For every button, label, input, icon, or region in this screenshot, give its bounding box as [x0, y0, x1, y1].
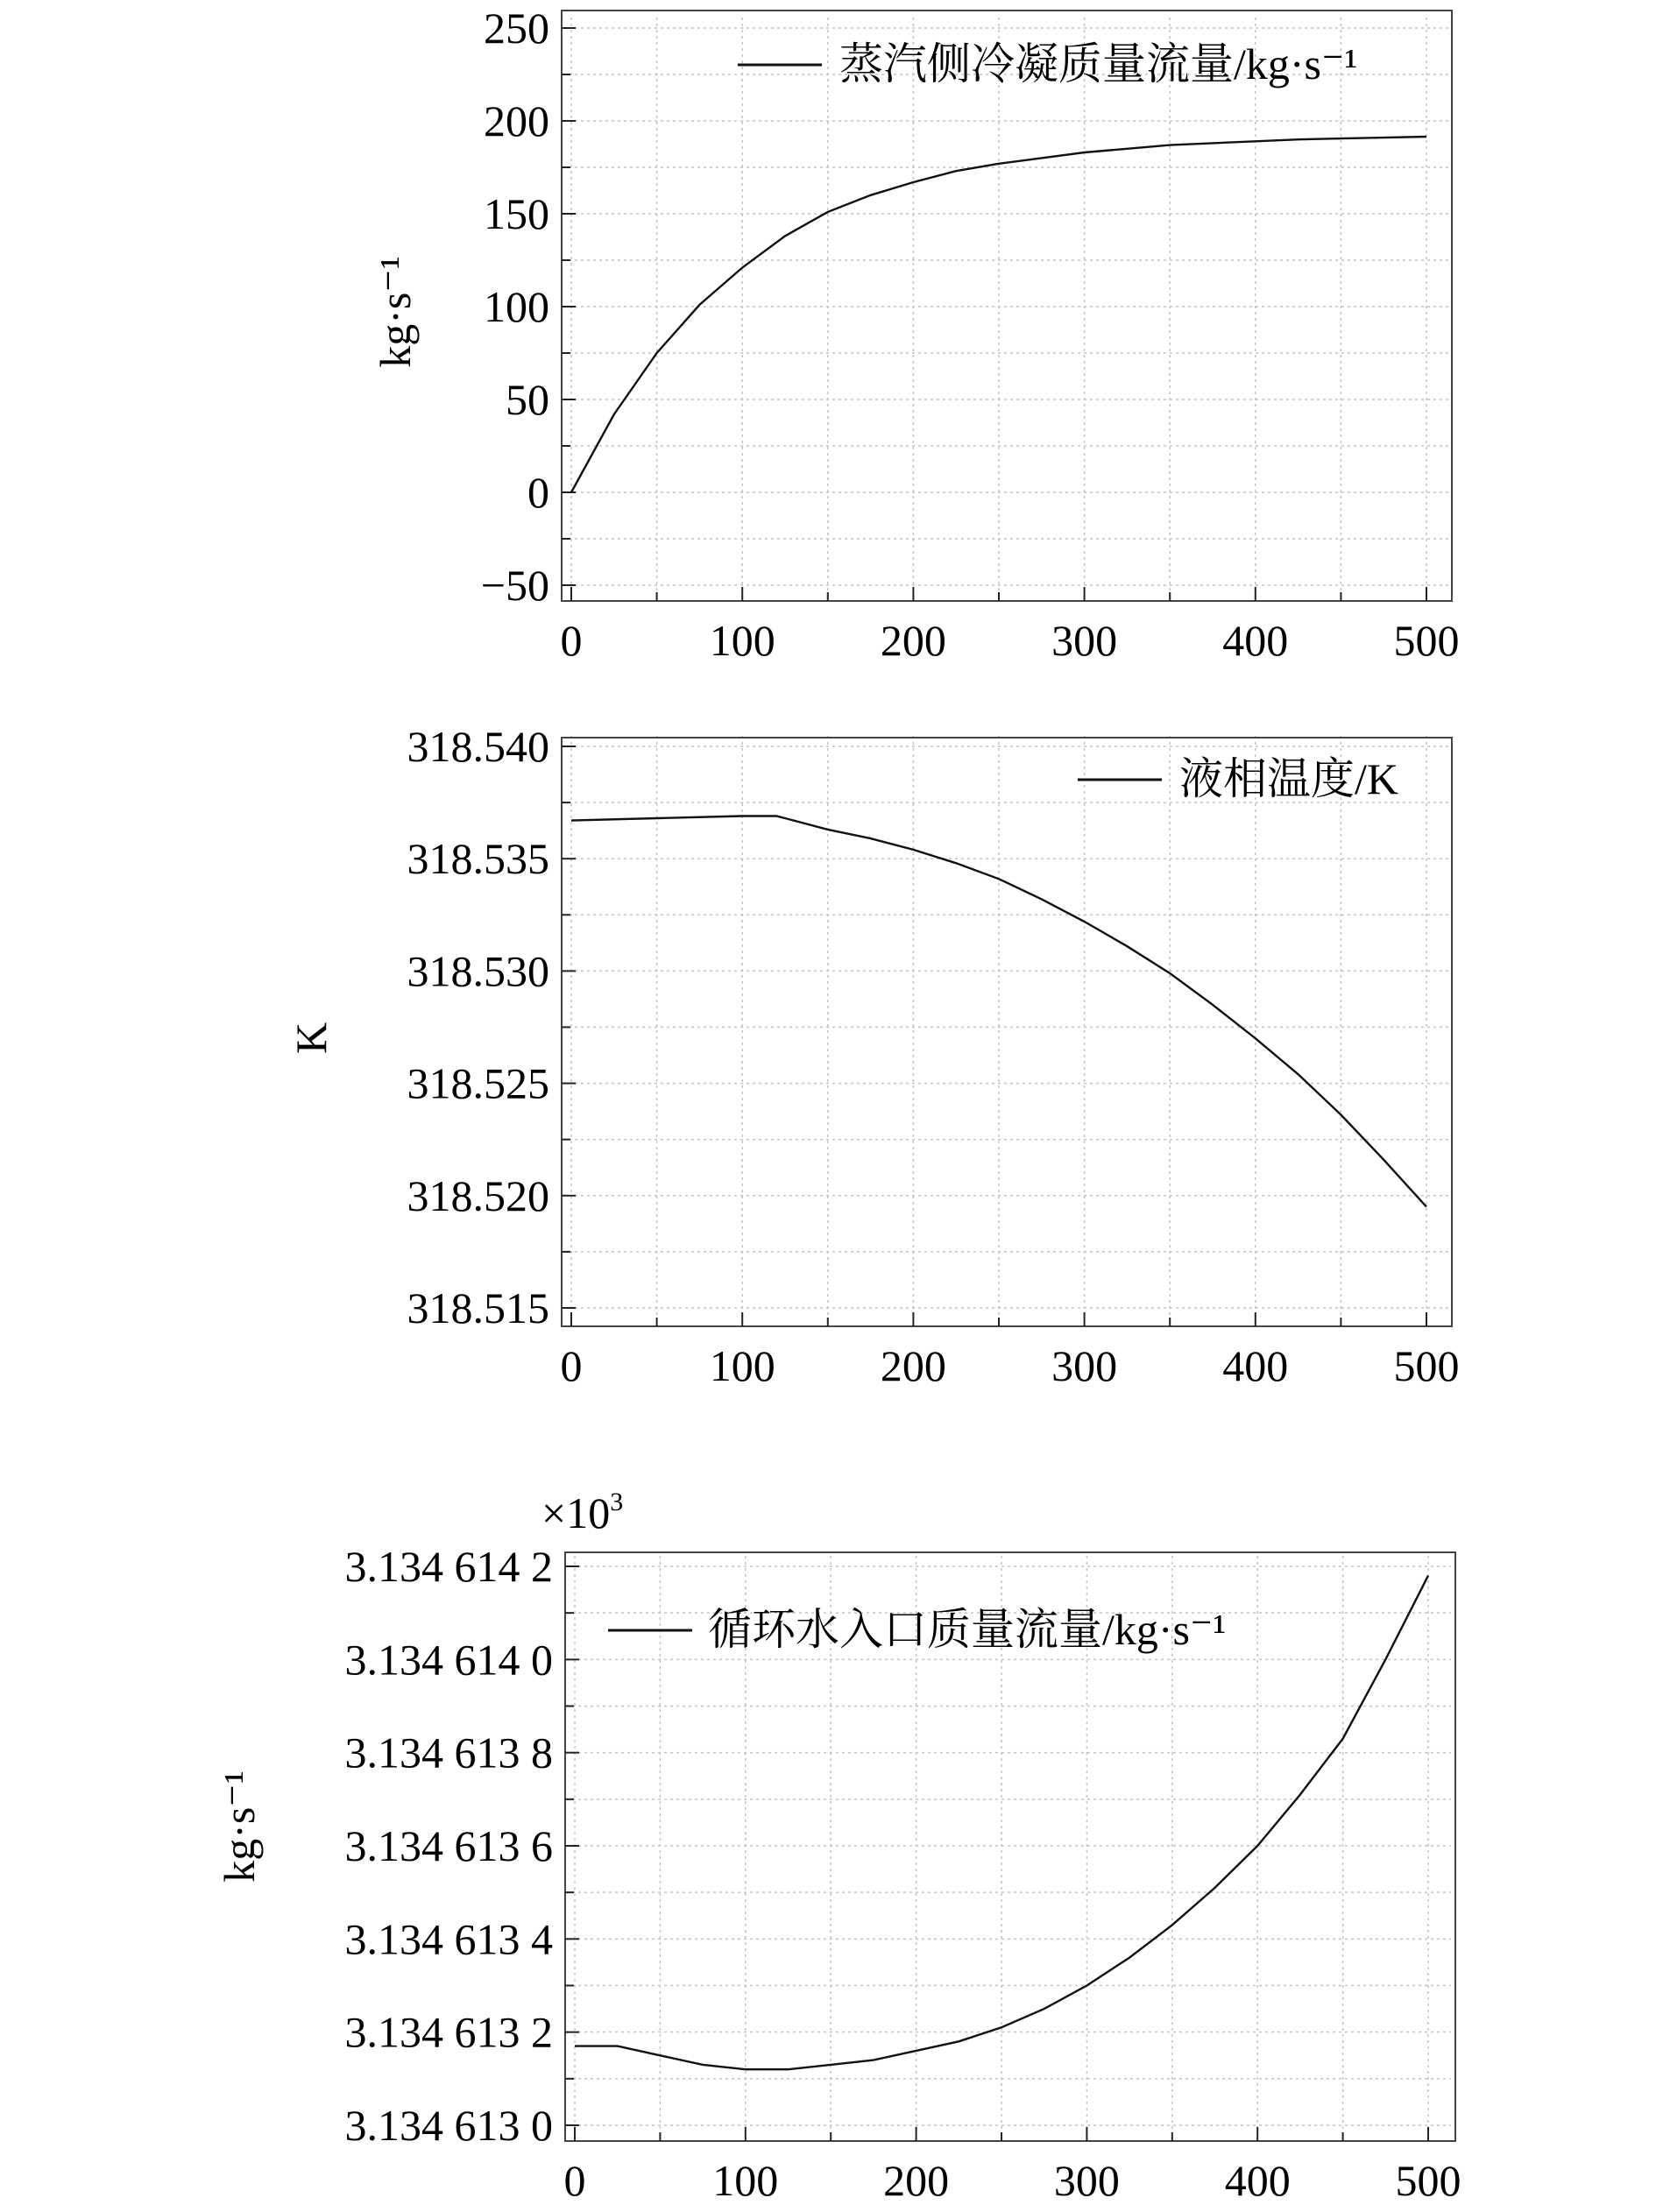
chart-1-x-tick-label: 400: [1222, 616, 1289, 665]
chart-3-x-tick-label: 0: [563, 2156, 586, 2205]
chart-1-y-tick-label: 200: [484, 96, 549, 145]
chart-1-y-axis-label: kg·s⁻¹: [371, 256, 420, 368]
chart-3-y-tick-label: 3.134 613 0: [344, 2101, 553, 2150]
chart-2-y-tick-label: 318.515: [407, 1283, 549, 1332]
chart-2-y-tick-label: 318.540: [407, 722, 549, 771]
chart-3-legend-label: 循环水入口质量流量/kg·s⁻¹: [708, 1605, 1227, 1654]
chart-3-x-ticks: [564, 2127, 1461, 2205]
chart-2-x-tick-label: 200: [880, 1341, 946, 1390]
chart-3-y-tick-label: 3.134 613 2: [344, 2007, 553, 2057]
chart-2-y-axis-label: K: [287, 1021, 336, 1055]
chart-3-y-tick-label: 3.134 613 4: [344, 1914, 553, 1964]
chart-1-y-tick-label: 250: [484, 4, 549, 53]
chart-1-x-tick-label: 100: [709, 616, 775, 665]
chart-2-y-tick-label: 318.535: [407, 834, 549, 884]
chart-2-x-tick-label: 300: [1051, 1341, 1118, 1390]
chart-1-y-tick-label: 100: [484, 282, 549, 331]
chart-1-x-tick-label: 200: [880, 616, 946, 665]
chart-2-x-tick-label: 0: [560, 1341, 583, 1390]
chart-cooling-water-flow: [215, 1488, 1461, 2205]
chart-2-grid: [563, 736, 1449, 1326]
chart-3-x-tick-label: 400: [1224, 2156, 1291, 2205]
chart-3-y-tick-label: 3.134 614 2: [344, 1542, 553, 1591]
chart-3-y-tick-label: 3.134 613 6: [344, 1821, 553, 1870]
chart-3-y-ticks: [345, 1542, 580, 2150]
chart-1-legend-label: 蒸汽侧冷凝质量流量/kg·s⁻¹: [839, 39, 1358, 88]
chart-2-x-tick-label: 500: [1393, 1341, 1460, 1390]
chart-1-y-tick-label: −50: [480, 561, 549, 610]
chart-1-y-tick-label: 150: [484, 189, 549, 238]
chart-1-x-tick-label: 500: [1393, 616, 1460, 665]
chart-3-y-tick-label: 3.134 613 8: [344, 1728, 553, 1777]
chart-2-y-ticks: [407, 722, 577, 1332]
chart-2-frame: [562, 738, 1452, 1326]
chart-3-y-tick-label: 3.134 614 0: [344, 1635, 553, 1685]
chart-2-legend-label: 液相温度/K: [1179, 754, 1398, 803]
chart-liquid-temperature: [287, 722, 1460, 1390]
chart-2-y-tick-label: 318.520: [407, 1170, 549, 1220]
chart-3-x-tick-label: 200: [883, 2156, 950, 2205]
chart-2-y-tick-label: 318.530: [407, 946, 549, 996]
chart-3-x-tick-label: 500: [1395, 2156, 1461, 2205]
chart-3-y-multiplier: $\times 10^3$: [541, 1488, 624, 1537]
chart-1-x-tick-label: 0: [560, 616, 583, 665]
chart-3-x-tick-label: 300: [1053, 2156, 1120, 2205]
chart-1-y-tick-label: 0: [527, 468, 549, 517]
chart-1-frame: [562, 11, 1452, 601]
chart-1-x-ticks: [561, 587, 1460, 665]
chart-2-x-tick-label: 400: [1222, 1341, 1289, 1390]
chart-2-x-tick-label: 100: [709, 1341, 775, 1390]
chart-1-x-tick-label: 300: [1051, 616, 1118, 665]
chart-condensation-flow: [371, 4, 1460, 665]
chart-3-x-tick-label: 100: [712, 2156, 779, 2205]
chart-2-x-ticks: [561, 1312, 1460, 1390]
chart-1-y-tick-label: 50: [506, 375, 549, 424]
chart-2-y-tick-label: 318.525: [407, 1058, 549, 1108]
chart-3-y-axis-label: kg·s⁻¹: [215, 1770, 264, 1883]
